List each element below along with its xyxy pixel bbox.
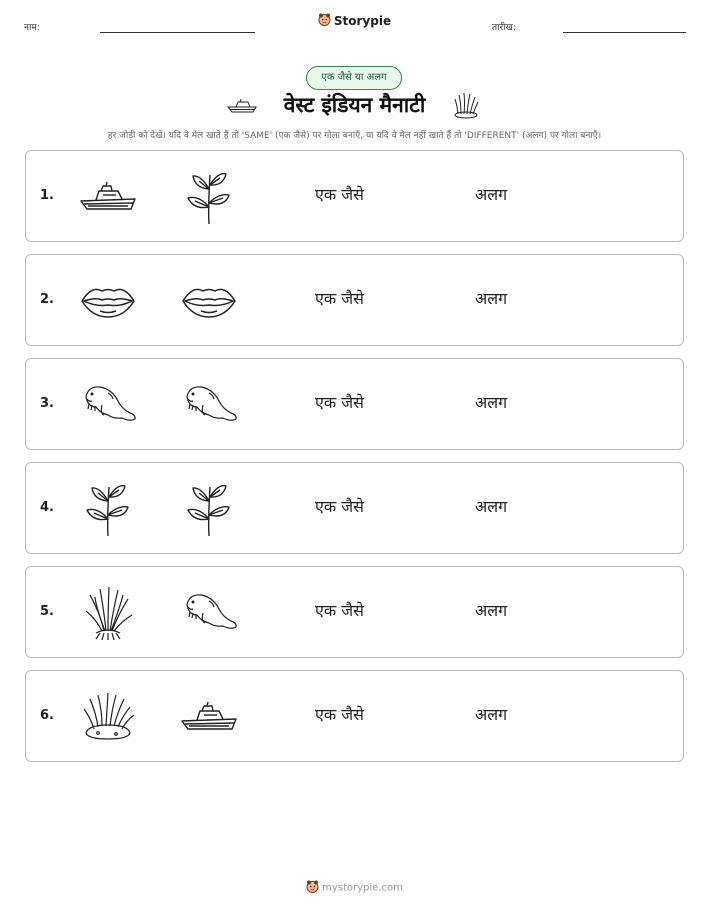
different-option[interactable]: अलग — [475, 393, 508, 412]
row-number: 6. — [40, 708, 54, 723]
instructions: हर जोड़ी को देखें। यदि वे मेल खाते हैं तो 'SAME' (एक जैसे) पर गोला बनाएँ, या यदि वे मेल नहीं खाते हैं तो 'DIFFERENT' (अलग) पर गोला बनाएँ। — [107, 131, 602, 141]
boat-icon — [78, 167, 138, 227]
same-option[interactable]: एक जैसे — [315, 289, 364, 308]
manatee-icon — [78, 375, 138, 435]
brand — [0, 13, 709, 29]
storypie-logo-icon — [306, 880, 319, 896]
row-number: 1. — [40, 188, 54, 203]
footer-url[interactable]: mystorypie.com — [322, 882, 403, 894]
name-label: नाम: — [24, 23, 40, 33]
lips-icon — [179, 271, 239, 331]
same-option[interactable]: एक जैसे — [315, 497, 364, 516]
plant-icon — [78, 479, 138, 539]
page-title: वेस्ट इंडियन मैनाटी — [283, 93, 426, 117]
same-option[interactable]: एक जैसे — [315, 705, 364, 724]
seagrass-icon — [78, 583, 138, 643]
name-line[interactable] — [100, 32, 255, 33]
plant-icon — [179, 167, 239, 227]
pair-row — [25, 358, 684, 450]
pair-row — [25, 566, 684, 658]
seagrass-icon — [452, 91, 480, 123]
plant-icon — [179, 479, 239, 539]
brand-name: Storypie — [333, 14, 392, 28]
same-option[interactable]: एक जैसे — [315, 601, 364, 620]
storypie-logo-icon — [318, 13, 331, 29]
manatee-icon — [179, 583, 239, 643]
same-option[interactable]: एक जैसे — [315, 185, 364, 204]
lips-icon — [78, 271, 138, 331]
row-number: 5. — [40, 604, 54, 619]
pair-row — [25, 670, 684, 762]
worksheet-type-badge: एक जैसे या अलग — [306, 66, 402, 90]
row-number: 3. — [40, 396, 54, 411]
pair-row — [25, 254, 684, 346]
different-option[interactable]: अलग — [475, 601, 508, 620]
pair-row — [25, 462, 684, 554]
different-option[interactable]: अलग — [475, 705, 508, 724]
row-number: 2. — [40, 292, 54, 307]
pair-row — [25, 150, 684, 242]
different-option[interactable]: अलग — [475, 185, 508, 204]
same-option[interactable]: एक जैसे — [315, 393, 364, 412]
seagrass-island-icon — [78, 687, 138, 747]
date-label: तारीख: — [492, 23, 516, 33]
title-row — [0, 88, 709, 124]
manatee-icon — [179, 375, 239, 435]
different-option[interactable]: अलग — [475, 289, 508, 308]
different-option[interactable]: अलग — [475, 497, 508, 516]
footer — [0, 880, 709, 896]
boat-icon — [179, 687, 239, 747]
date-line[interactable] — [563, 32, 686, 33]
row-number: 4. — [40, 500, 54, 515]
